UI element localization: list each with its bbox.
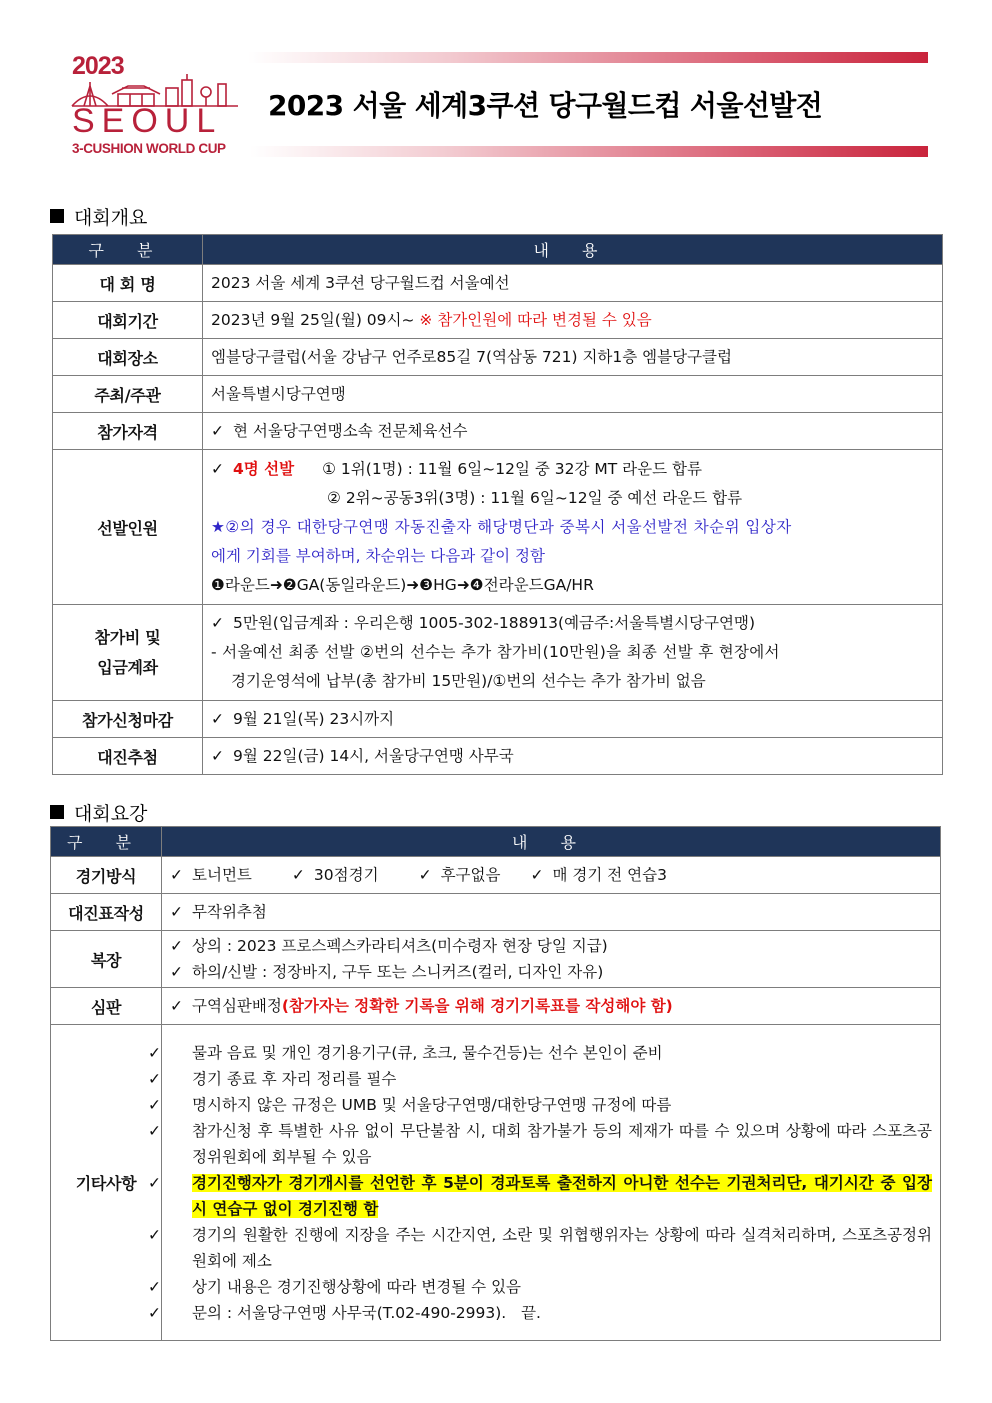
table-row xyxy=(51,894,941,931)
forfeit-rule-highlight: 경기진행자가 경기개시를 선언한 후 5분이 경과토록 출전하지 아니한 선수는 기권처리단, 대기시간 중 입장시 연습구 없이 경기진행 함 xyxy=(192,1173,932,1218)
header-bar-top xyxy=(248,52,928,63)
check-icon: ✓ xyxy=(148,1277,161,1296)
square-bullet-icon xyxy=(50,209,64,223)
table-row xyxy=(53,605,943,701)
selection-note-2: 에게 기회를 부여하며, 차순위는 다음과 같이 정함 xyxy=(211,546,545,565)
misc-details: ✓ 물과 음료 및 개인 경기용기구(큐, 초크, 물수건등)는 선수 본인이 준비 ✓ 경기 종료 후 자리 정리를 필수 ✓ 명시하지 않은 규정은 UMB 및 서울당구연맹/대한당구연맹 규정에 따름 ✓ 참가신청 후 특별한 사유 없이 무단불참 시, 대회 참가불가 등의 제재가 따를 수 있으며 상황에 따라 스포츠공정위원회에 회부될 수 있음 ✓ 경기진행자가 경기개시를 선언한 후 5분이 경과토록 출전하지 아니한 선수는 기권처리단, 대기시간 중 입장시 연습구 없이 경기진행 함 ✓ 경기의 원활한 진행에 지장을 주는 시간지연, 소란 및 위협행위자는 상황에 따라 실격처리하며, 스포츠공정위원회에 제소 ✓ 상기 내용은 경기진행상황에 따라 변경될 수 있음 ✓ 문의 : 서울당구연맹 사무국(T.02-490-2993). 끝. xyxy=(162,1025,941,1341)
check-icon: ✓ xyxy=(170,963,183,981)
table-header-row xyxy=(53,235,943,265)
logo-subtitle: 3-CUSHION WORLD CUP xyxy=(72,141,226,156)
row-label: 대회기간 xyxy=(53,302,203,339)
row-label: 주최/주관 xyxy=(53,376,203,413)
logo-city: SEOUL xyxy=(72,102,223,140)
table-row xyxy=(51,931,941,988)
event-period: 2023년 9월 25일(월) 09시~ ※ 참가인원에 따라 변경될 수 있음 xyxy=(203,302,943,339)
table-row xyxy=(53,738,943,775)
row-label: 기타사항 xyxy=(51,1025,162,1341)
row-label: 선발인원 xyxy=(53,450,203,605)
row-label: 대진추첨 xyxy=(53,738,203,775)
bracket-draw: ✓ 9월 22일(금) 14시, 서울당구연맹 사무국 xyxy=(203,738,943,775)
table-row xyxy=(51,1025,941,1341)
event-name: 2023 서울 세계 3쿠션 당구월드컵 서울예선 xyxy=(203,265,943,302)
referee-note: (참가자는 정확한 기록을 위해 경기기록표를 작성해야 함) xyxy=(281,997,673,1015)
check-icon: ✓ xyxy=(211,614,224,632)
header-bar-bottom xyxy=(250,146,928,157)
check-icon: ✓ xyxy=(211,746,224,765)
row-label: 대진표작성 xyxy=(51,894,162,931)
square-bullet-icon xyxy=(50,805,64,819)
table-row xyxy=(53,450,943,605)
row-label: 참가비 및 입금계좌 xyxy=(53,605,203,701)
check-icon: ✓ xyxy=(291,866,305,884)
row-label: 참가자격 xyxy=(53,413,203,450)
eligibility: ✓ 현 서울당구연맹소속 전문체육선수 xyxy=(203,413,943,450)
check-icon: ✓ xyxy=(170,866,183,884)
table-row xyxy=(51,857,941,894)
overview-table xyxy=(52,234,943,775)
row-label: 심판 xyxy=(51,988,162,1025)
contact-info: 문의 : 서울당구연맹 사무국(T.02-490-2993). 끝. xyxy=(192,1303,541,1322)
attire-details: ✓ 상의 : 2023 프로스펙스카라티셔츠(미수령자 현장 당일 지급) ✓ 하의/신발 : 정장바지, 구두 또는 스니커즈(컬러, 디자인 자유) xyxy=(162,931,941,988)
selection-count: 4명 선발 xyxy=(233,459,295,478)
check-icon: ✓ xyxy=(148,1225,161,1244)
rules-section-title: 대회요강 xyxy=(50,799,147,826)
check-icon: ✓ xyxy=(148,1069,161,1088)
table-row xyxy=(53,265,943,302)
check-icon: ✓ xyxy=(148,1303,161,1322)
check-icon: ✓ xyxy=(418,866,432,884)
check-icon: ✓ xyxy=(530,866,544,884)
row-label: 대회장소 xyxy=(53,339,203,376)
check-icon: ✓ xyxy=(211,709,224,728)
col-header-content: 내 용 xyxy=(162,827,941,857)
table-row xyxy=(51,988,941,1025)
row-label: 대 회 명 xyxy=(53,265,203,302)
table-row xyxy=(53,413,943,450)
col-header-category: 구 분 xyxy=(53,235,203,265)
application-deadline: ✓ 9월 21일(목) 23시까지 xyxy=(203,701,943,738)
fee-details: ✓ 5만원(입금계좌 : 우리은행 1005-302-188913(예금주:서울특별시당구연맹) - 서울예선 최종 선발 ②번의 선수는 추가 참가비(10만원)을 최종 선발 후 현장에서 경기운영석에 납부(총 참가비 15만원)/①번의 선수는 추가 참가비 없음 xyxy=(203,605,943,701)
check-icon: ✓ xyxy=(148,1121,161,1140)
table-row xyxy=(53,339,943,376)
table-row xyxy=(53,376,943,413)
check-icon: ✓ xyxy=(148,1043,161,1062)
col-header-content: 내 용 xyxy=(203,235,943,265)
referee-details: ✓ 구역심판배정(참가자는 정확한 기록을 위해 경기기록표를 작성해야 함) xyxy=(162,988,941,1025)
check-icon: ✓ xyxy=(170,937,183,955)
check-icon: ✓ xyxy=(211,421,224,440)
event-logo xyxy=(70,52,240,162)
period-note: ※ 참가인원에 따라 변경될 수 있음 xyxy=(419,310,652,329)
bracket-method: ✓ 무작위추첨 xyxy=(162,894,941,931)
check-icon: ✓ xyxy=(170,903,183,921)
table-header-row xyxy=(51,827,941,857)
row-label: 참가신청마감 xyxy=(53,701,203,738)
page-title: 2023 서울 세계3쿠션 당구월드컵 서울선발전 xyxy=(268,89,823,122)
check-icon: ✓ xyxy=(148,1173,161,1192)
table-row xyxy=(53,302,943,339)
rules-table xyxy=(50,826,941,1341)
row-label: 복장 xyxy=(51,931,162,988)
overview-section-title: 대회개요 xyxy=(50,203,147,230)
match-format: ✓ 토너먼트 ✓ 30점경기 ✓ 후구없음 ✓ 매 경기 전 연습3 xyxy=(162,857,941,894)
event-host: 서울특별시당구연맹 xyxy=(203,376,943,413)
tiebreak-order: ❶라운드➜❷GA(동일라운드)➜❸HG➜❹전라운드GA/HR xyxy=(211,575,594,594)
selection-note: ★②의 경우 대한당구연맹 자동진출자 해당명단과 중복시 서울선발전 차순위 입상자 xyxy=(211,517,792,536)
row-label: 경기방식 xyxy=(51,857,162,894)
event-venue: 엠블당구클럽(서울 강남구 언주로85길 7(역삼동 721) 지하1층 엠블당구클럽 xyxy=(203,339,943,376)
selection-details: ✓ 4명 선발 ① 1위(1명) : 11월 6일~12일 중 32강 MT 라운드 합류 ② 2위~공동3위(3명) : 11월 6일~12일 중 예선 라운드 합류 ★②의 경우 대한당구연맹 자동진출자 해당명단과 중복시 서울선발전 차순위 입상자 에게 기회를 부여하며, 차순위는 다음과 같이 정함 ❶라운드➜❷GA(동일라운드)➜❸HG➜❹전라운드GA/HR xyxy=(203,450,943,605)
check-icon: ✓ xyxy=(148,1095,161,1114)
check-icon: ✓ xyxy=(211,459,224,478)
check-icon: ✓ xyxy=(170,997,183,1015)
logo-year: 2023 xyxy=(72,52,124,80)
col-header-category: 구 분 xyxy=(51,827,162,857)
table-row xyxy=(53,701,943,738)
